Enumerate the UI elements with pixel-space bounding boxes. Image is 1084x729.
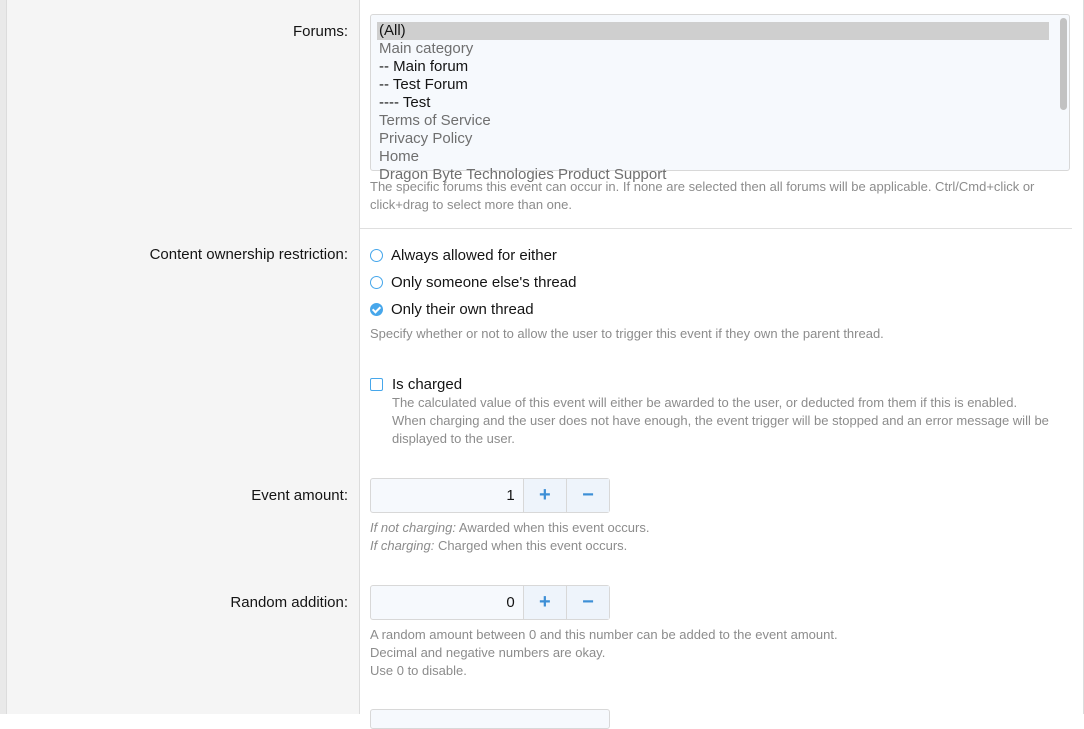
ownership-hint: Specify whether or not to allow the user to trigger this event if they own the parent thread. xyxy=(370,326,884,341)
forum-option[interactable]: ---- Test xyxy=(379,94,431,111)
forums-label: Forums: xyxy=(292,23,348,40)
event-amount-input[interactable]: 1 xyxy=(371,479,524,512)
charged-hint-line: displayed to the user. xyxy=(392,431,515,446)
radio-someone-else[interactable] xyxy=(370,272,576,292)
radio-unchecked-icon[interactable] xyxy=(370,249,383,262)
plus-icon[interactable]: + xyxy=(524,586,566,619)
random-addition-stepper[interactable] xyxy=(370,585,610,620)
radio-label: Only their own thread xyxy=(391,300,534,318)
radio-label: Only someone else's thread xyxy=(391,273,577,291)
forum-option-all[interactable]: (All) xyxy=(377,22,1049,40)
forums-hint: The specific forums this event can occur in. If none are selected then all forums will be applicable. Ctrl/Cmd+click or click+drag to select more than one. xyxy=(370,179,1035,212)
minus-icon[interactable]: − xyxy=(566,586,609,619)
forum-option[interactable]: -- Test Forum xyxy=(379,76,468,93)
charged-hint-line: The calculated value of this event will either be awarded to the user, or deducted from them if this is enabled. xyxy=(392,395,1018,410)
listbox-scrollbar[interactable] xyxy=(1060,18,1067,110)
forum-option[interactable]: Main category xyxy=(379,40,474,57)
radio-unchecked-icon[interactable] xyxy=(370,276,383,289)
plus-icon[interactable]: + xyxy=(524,479,566,512)
is-charged-label: Is charged xyxy=(392,375,463,393)
event-amount-hint-1: If not charging: Awarded when this event occurs. xyxy=(370,520,650,535)
forum-option[interactable]: Terms of Service xyxy=(379,112,491,129)
radio-own-thread[interactable] xyxy=(370,299,534,319)
charged-hint-line: When charging and the user does not have enough, the event trigger will be stopped and an error message will be xyxy=(392,413,1049,428)
random-addition-input[interactable]: 0 xyxy=(371,586,524,619)
row-divider xyxy=(360,228,1072,229)
forum-option[interactable]: Privacy Policy xyxy=(379,130,473,147)
forum-option[interactable]: Home xyxy=(379,148,420,165)
event-amount-hint-2: If charging: Charged when this event occurs. xyxy=(370,538,628,553)
radio-checked-icon[interactable] xyxy=(370,303,383,316)
random-hint-line: A random amount between 0 and this number can be added to the event amount. xyxy=(370,627,838,642)
nav-edge xyxy=(0,0,7,714)
radio-label: Always allowed for either xyxy=(391,246,557,264)
forum-option[interactable]: Dragon Byte Technologies Product Support xyxy=(379,166,667,183)
event-amount-stepper[interactable] xyxy=(370,478,610,513)
forum-option[interactable]: -- Main forum xyxy=(379,58,469,75)
next-field-stepper[interactable] xyxy=(370,709,610,729)
is-charged-checkbox[interactable] xyxy=(370,374,462,394)
random-addition-label: Random addition: xyxy=(230,594,348,611)
random-hint-line: Decimal and negative numbers are okay. xyxy=(370,645,606,660)
forums-select[interactable] xyxy=(370,14,1070,183)
event-amount-label: Event amount: xyxy=(251,487,348,504)
radio-always-allowed[interactable] xyxy=(370,245,557,265)
random-hint-line: Use 0 to disable. xyxy=(370,663,467,678)
ownership-label: Content ownership restriction: xyxy=(149,246,348,263)
minus-icon[interactable]: − xyxy=(566,479,609,512)
checkbox-icon[interactable] xyxy=(370,378,383,391)
